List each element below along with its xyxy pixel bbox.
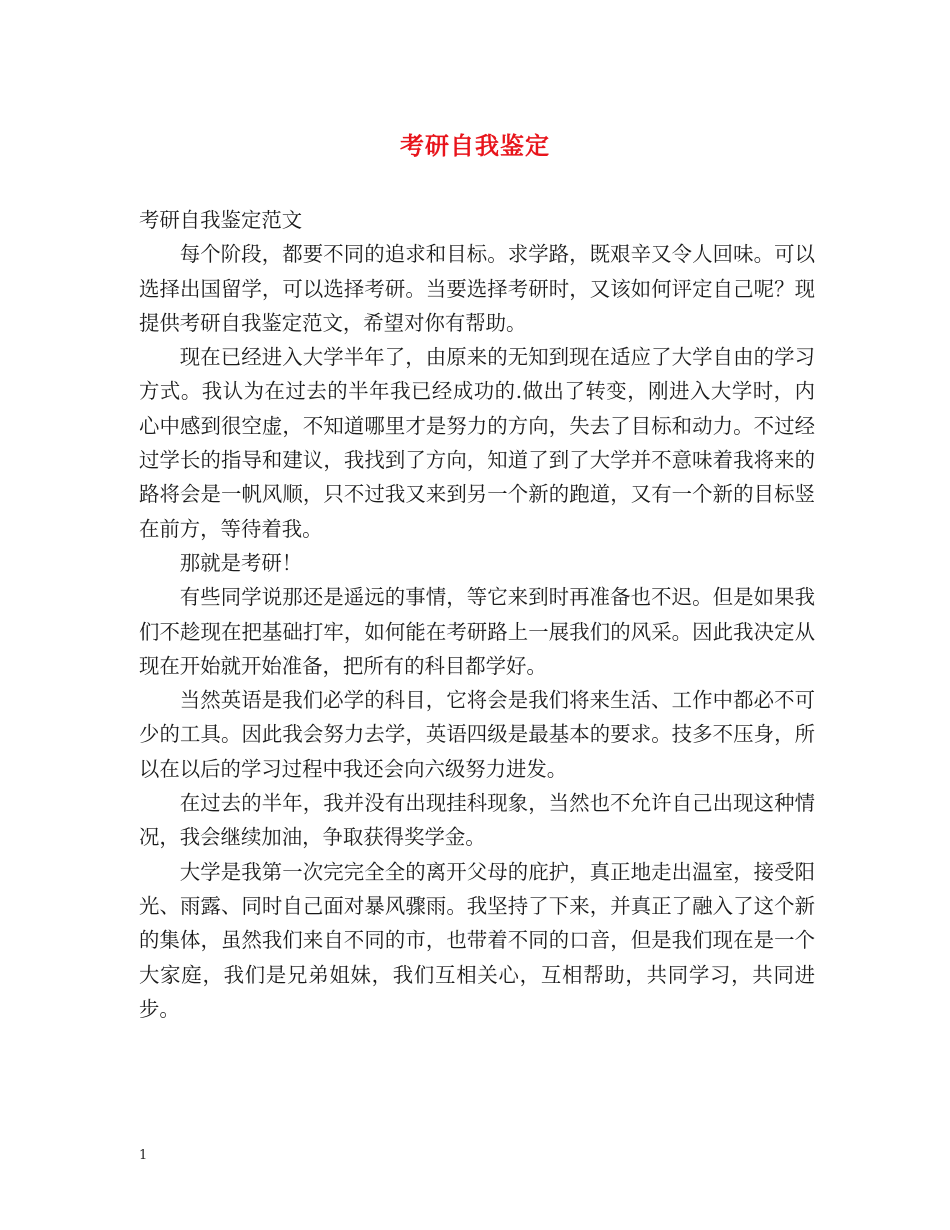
body-paragraph-7: 大学是我第一次完完全全的离开父母的庇护，真正地走出温室，接受阳光、雨露、同时自己面对暴风骤雨。我坚持了下来，并真正了融入了这个新的集体，虽然我们来自不同的市，也带着不同的口音，但是我们现在是一个大家庭，我们是兄弟姐妹，我们互相关心，互相帮助，共同学习，共同进步。 <box>139 859 815 1021</box>
body-paragraph-6: 在过去的半年，我并没有出现挂科现象，当然也不允许自己出现这种情况，我会继续加油，争取获得奖学金。 <box>139 791 815 850</box>
document-subtitle: 考研自我鉴定范文 <box>139 208 303 232</box>
body-paragraph-3: 那就是考研！ <box>179 550 303 575</box>
body-paragraph-4: 有些同学说那还是遥远的事情，等它来到时再准备也不迟。但是如果我们不趁现在把基础打牢，如何能在考研路上一展我们的风采。因此我决定从现在开始就开始准备，把所有的科目都学好。 <box>139 585 815 678</box>
document-body <box>139 203 815 1026</box>
body-paragraph-1: 每个阶段，都要不同的追求和目标。求学路，既艰辛又令人回味。可以选择出国留学，可以选择考研。当要选择考研时，又该如何评定自己呢？现提供考研自我鉴定范文，希望对你有帮助。 <box>139 242 815 335</box>
body-paragraph-2: 现在已经进入大学半年了，由原来的无知到现在适应了大学自由的学习方式。我认为在过去的半年我已经成功的.做出了转变，刚进入大学时，内心中感到很空虚，不知道哪里才是努力的方向，失去了目标和动力。不过经过学长的指导和建议，我找到了方向，知道了到了大学并不意味着我将来的路将会是一帆风顺，只不过我又来到另一个新的跑道，又有一个新的目标竖在前方，等待着我。 <box>139 345 815 541</box>
page-number: 1 <box>139 1148 148 1163</box>
body-paragraph-5: 当然英语是我们必学的科目，它将会是我们将来生活、工作中都必不可少的工具。因此我会努力去学，英语四级是最基本的要求。技多不压身，所以在以后的学习过程中我还会向六级努力进发。 <box>139 688 815 781</box>
document-title: 考研自我鉴定 <box>400 131 550 160</box>
